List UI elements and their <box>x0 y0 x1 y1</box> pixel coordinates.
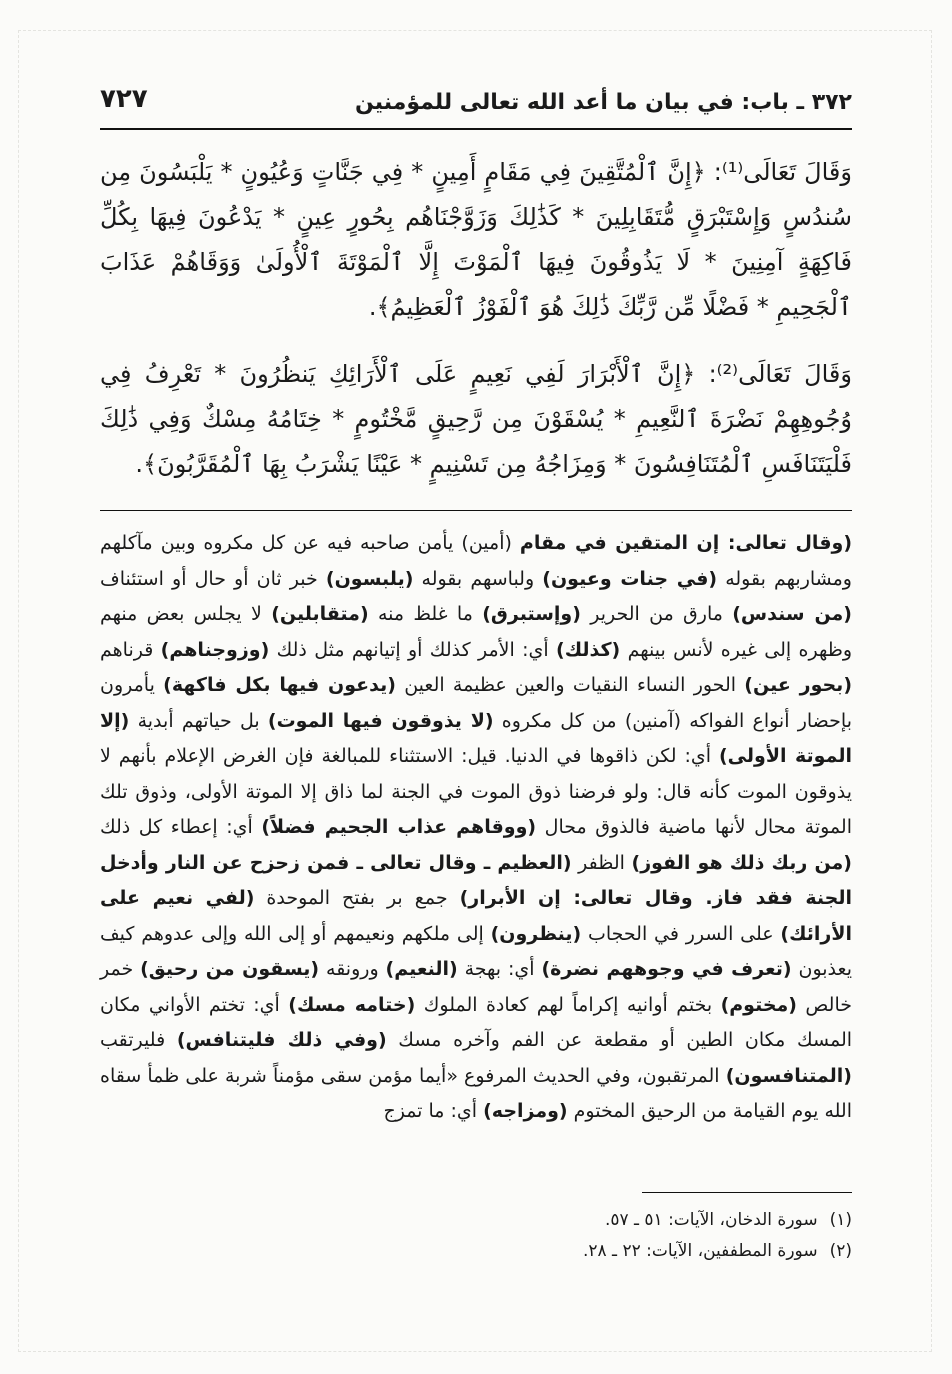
commentary-segment: (أمين) يأمن صاحبه فيه عن كل مكروه وبين مآكلهم ومشاربهم بقوله <box>100 532 852 590</box>
commentary-segment: (ختامه مسك) <box>288 993 416 1016</box>
footnotes <box>100 1205 852 1267</box>
commentary-segment: فليرتقب <box>100 1029 177 1051</box>
commentary-segment: (من سندس) <box>732 603 852 625</box>
commentary-segment: (تعرف في وجوههم نضرة) <box>541 958 792 980</box>
footnote-text: سورة المطففين، الآيات: ٢٢ ـ ٢٨. <box>582 1241 818 1261</box>
commentary-segment: (المتنافسون) <box>725 1064 852 1087</box>
commentary-segment: خمر خالص <box>100 958 853 1016</box>
commentary-segment: يأمرون بإحضار أنواع الفواكه (آمنين) من كل مكروه <box>100 674 852 732</box>
commentary-segment: (وزوجناهم) <box>160 638 270 661</box>
commentary-segment: (يدعون فيها بكل فاكهة) <box>163 674 396 696</box>
footnote-item <box>100 1205 852 1236</box>
quran-passage-2 <box>100 352 852 487</box>
commentary-segment: (مختوم) <box>720 993 797 1016</box>
footnote-item <box>100 1236 852 1267</box>
commentary-segment: أي: الأمر كذلك أو إتيانهم مثل ذلك <box>269 638 557 661</box>
quran-passage-1 <box>100 150 852 330</box>
commentary-segment: الحور النساء النقيات والعين عظيمة العين <box>395 674 745 696</box>
commentary-segment: مارق من الحرير <box>580 603 733 625</box>
commentary-segment: بل حياتهم أبدية <box>129 709 268 732</box>
commentary-segment: (إلا الموتة الأولى) <box>100 709 852 767</box>
commentary-segment: (وإستبرق) <box>482 603 581 625</box>
commentary-segment: على السرر في الحجاب <box>581 922 781 945</box>
footnote-divider <box>642 1192 852 1193</box>
commentary-segment: (النعيم) <box>385 958 458 980</box>
quran-intro-1: وَقَالَ تَعَالَى⁽¹⁾: <box>713 158 852 186</box>
footnote-number: (١) <box>829 1210 852 1230</box>
footnote-number: (٢) <box>829 1241 852 1261</box>
commentary-segment: (بحور عين) <box>744 674 852 696</box>
commentary-segment: لا يجلس بعض منهم وظهره إلى غيره لأنس بينهم <box>100 603 852 661</box>
commentary-segment: (ومزاجه) <box>483 1100 568 1122</box>
commentary-segment: (لا يذوقون فيها الموت) <box>267 709 494 732</box>
commentary-segment: (يلبسون) <box>325 567 414 590</box>
chapter-title: ٣٧٢ ـ باب: في بيان ما أعد الله تعالى للمؤمنين <box>354 90 852 115</box>
commentary-segment: الظفر <box>571 851 632 874</box>
commentary-segment: ولباسهم بقوله <box>413 567 543 590</box>
commentary-segment: أي: بهجة <box>457 958 542 980</box>
commentary-segment: (لفي نعيم على الأرائك) <box>100 887 853 945</box>
commentary-segment: (من ربك ذلك هو الفوز) <box>631 851 852 874</box>
commentary-segment: إلى ملكهم ونعيمهم أو إلى الله وإلى عدوهم كيف يعذبون <box>100 922 852 980</box>
commentary-segment: أي: ما تمزج <box>383 1100 484 1122</box>
quran-verses-2: ﴿إِنَّ ٱلْأَبْرَارَ لَفِي نَعِيمٍ عَلَى ٱلْأَرَائِكِ يَنظُرُونَ * تَعْرِفُ فِي وُجُوهِهِمْ نَضْرَةَ ٱلنَّعِيمِ * يُسْقَوْنَ مِن رَّحِيقٍ مَّخْتُومٍ * خِتَامُهُ مِسْكٌ وَفِي ذَٰلِكَ فَلْيَتَنَافَسِ ٱلْمُتَنَافِسُونَ * وَمِزَاجُهُ مِن تَسْنِيمٍ * عَيْنًا يَشْرَبُ بِهَا ٱلْمُقَرَّبُونَ﴾. <box>100 360 852 478</box>
section-divider <box>100 510 852 511</box>
commentary-segment: ما غلظ منه <box>368 603 483 625</box>
commentary-segment: (في جنات وعيون) <box>542 567 718 590</box>
commentary-segment: (ينظرون) <box>490 922 582 945</box>
footnote-text: سورة الدخان، الآيات: ٥١ ـ ٥٧. <box>604 1210 818 1230</box>
commentary-segment: (كذلك) <box>556 638 621 661</box>
commentary-segment: خبر ثان أو حال أو استئناف <box>100 567 326 590</box>
commentary <box>100 526 852 1130</box>
page-number: ٧٢٧ <box>100 84 148 114</box>
commentary-segment: أي: تختم الأواني مكان المسك مكان الطين أو مقطعة عن الفم وآخره مسك <box>100 993 853 1051</box>
commentary-segment: (ووقاهم عذاب الجحيم فضلاً) <box>261 816 537 838</box>
commentary-segment: بختم أوانيه إكراماً لهم كعادة الملوك <box>415 993 721 1016</box>
commentary-segment: جمع بر بفتح الموحدة <box>254 887 460 909</box>
quran-intro-2: وَقَالَ تَعَالَى⁽²⁾: <box>708 360 852 388</box>
commentary-segment: (متقابلين) <box>271 603 369 625</box>
commentary-segment: (العظيم ـ وقال تعالى ـ فمن زحزح عن النار وأدخل الجنة فقد فاز. وقال تعالى: إن الأبرار) <box>100 851 853 909</box>
commentary-segment: (يسقون من رحيق) <box>140 958 320 980</box>
commentary-segment: قرناهم <box>100 638 161 661</box>
commentary-segment: ورونقه <box>319 958 386 980</box>
commentary-segment: (وقال تعالى: إن المتقين في مقام <box>519 532 852 554</box>
commentary-segment: أي: لكن ذاقوها في الدنيا. قيل: الاستثناء للمبالغة فإن الغرض الإعلام بأنهم لا يذوقون الموت كأنه قال: ولو فرضنا ذوق الموت في الجنة لما ذاق إلا الموتة الأولى، وذوق تلك الموتة محال لأنها ماضية فالذوق محال <box>100 745 852 838</box>
quran-verses-1: ﴿إِنَّ ٱلْمُتَّقِينَ فِي مَقَامٍ أَمِينٍ * فِي جَنَّاتٍ وَعُيُونٍ * يَلْبَسُونَ مِن سُندُسٍ وَإِسْتَبْرَقٍ مُّتَقَابِلِينَ * كَذَٰلِكَ وَزَوَّجْنَاهُم بِحُورٍ عِينٍ * يَدْعُونَ فِيهَا بِكُلِّ فَاكِهَةٍ آمِنِينَ * لَا يَذُوقُونَ فِيهَا ٱلْمَوْتَ إِلَّا ٱلْمَوْتَةَ ٱلْأُولَىٰ وَوَقَاهُمْ عَذَابَ ٱلْجَحِيمِ * فَضْلًا مِّن رَّبِّكَ ذَٰلِكَ هُوَ ٱلْفَوْزُ ٱلْعَظِيمُ﴾. <box>100 158 852 321</box>
commentary-segment: المرتقبون، وفي الحديث المرفوع «أيما مؤمن سقى مؤمناً شربة على ظمأ سقاه الله يوم القيامة من الرحيق المختوم <box>100 1064 852 1122</box>
page-header <box>100 80 852 130</box>
commentary-segment: أي: إعطاء كل ذلك <box>100 816 262 838</box>
commentary-segment: (وفي ذلك فليتنافس) <box>176 1029 387 1051</box>
